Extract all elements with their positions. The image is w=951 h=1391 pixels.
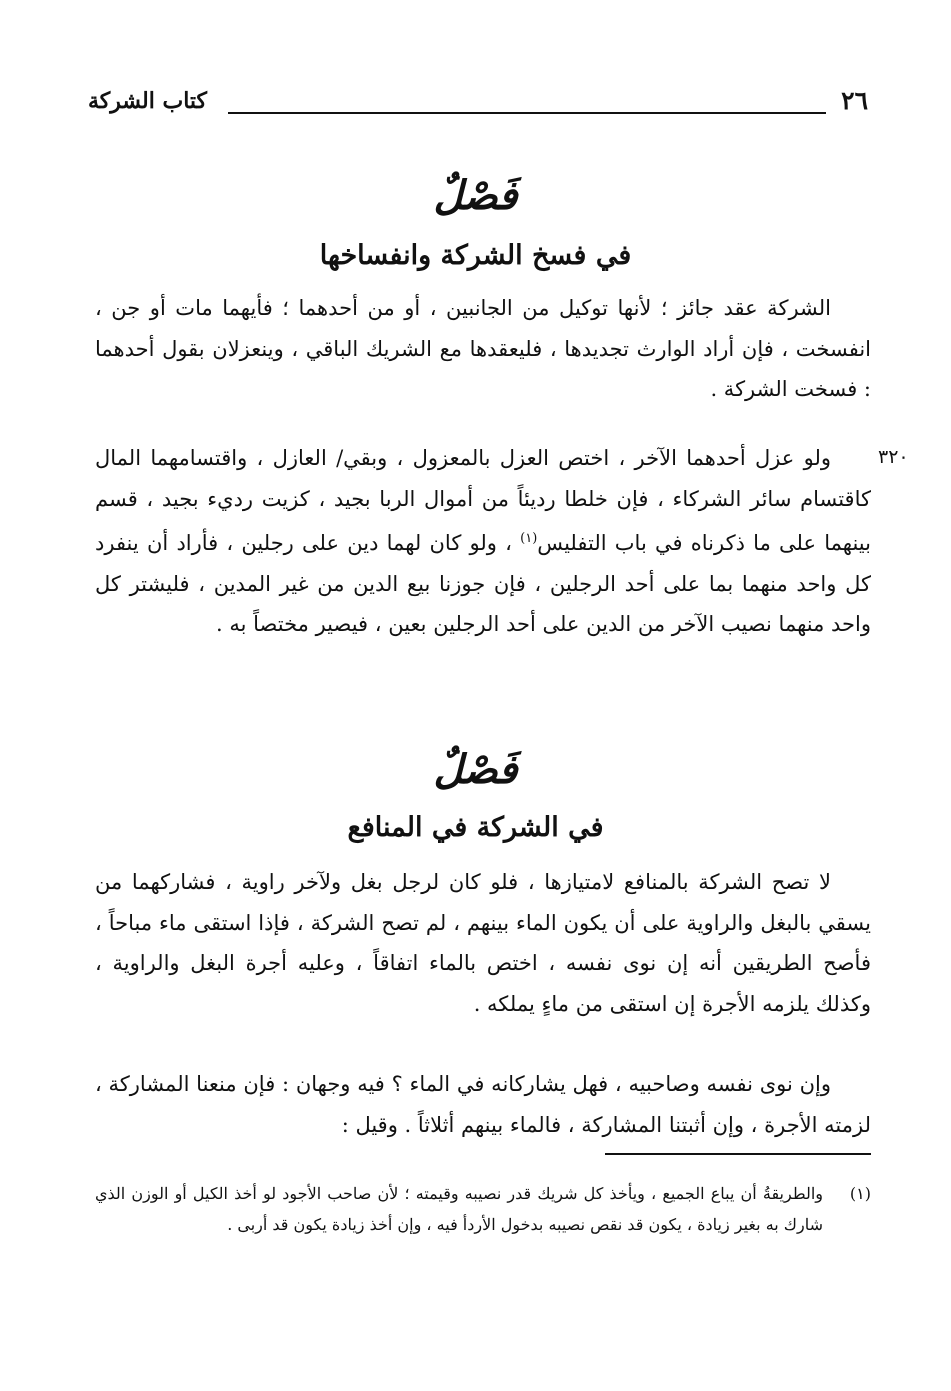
footnote-rule: [605, 1153, 871, 1155]
paragraph-text: ولو عزل أحدهما الآخر ، اختص العزل بالمعزول ، وبقي/ العازل ، واقتسامهما المال كاقتسام سائر الشركاء ، فإن خلطا رديئاً من أموال الربا بجيد ، كزيت رديء بجيد ، قسم بينهما على ما ذكرناه في باب التفليس: [95, 446, 871, 555]
paragraph: [95, 1064, 871, 1145]
header-rule: [228, 112, 826, 114]
fasl-ornament: فَصْلٌ: [433, 172, 518, 219]
footnote-reference[interactable]: (١): [520, 531, 538, 546]
page-number: ٢٦: [841, 86, 868, 115]
paragraph-text: ، ولو كان لهما دين على رجلين ، فأراد أن ينفرد كل واحد منهما بما على أحد الرجلين ، فإن جوزنا بيع الدين من غير المدين ، فليشتر كل واحد منهما نصيب الآخر من الدين على أحد الرجلين بعين ، فيصير مختصاً به .: [95, 531, 871, 636]
fasl-ornament: فَصْلٌ: [433, 746, 518, 793]
page-header: [88, 86, 868, 126]
paragraph: [95, 438, 871, 645]
section-title: في فسخ الشركة وانفساخها: [319, 240, 632, 271]
paragraph-text: وإن نوى نفسه وصاحبيه ، فهل يشاركانه في الماء ؟ فيه وجهان : فإن منعنا المشاركة ، لزمته الأجرة ، وإن أثبتنا المشاركة ، فالماء بينهم أثلاثاً . وقيل :: [95, 1072, 871, 1137]
paragraph: [95, 288, 871, 410]
margin-number: ٣٢٠: [878, 446, 909, 468]
paragraph-text: لا تصح الشركة بالمنافع لامتيازها ، فلو كان لرجل بغل ولآخر راوية ، فشاركهما من يسقي بالبغل والراوية على أن يكون الماء بينهم ، لم تصح الشركة ، فإذا استقى ماء مباحاً ، فأصح الطريقين أنه إن نوى نفسه ، اختص بالماء اتفاقاً ، وعليه أجرة البغل والراوية ، وكذلك يلزمه الأجرة إن استقى من ماءٍ يملكه .: [95, 870, 871, 1016]
footnote: [95, 1178, 871, 1240]
paragraph-text: الشركة عقد جائز ؛ لأنها توكيل من الجانبين ، أو من أحدهما ؛ فأيهما مات أو جن ، انفسخت ، فإن أراد الوارث تجديدها ، فليعقدها مع الشريك الباقي ، وينعزلان بقول أحدهما : فسخت الشركة .: [95, 296, 871, 401]
section-title: في الشركة في المنافع: [347, 812, 604, 843]
footnote-text: والطريقةُ أن يباع الجميع ، ويأخذ كل شريك قدر نصيبه وقيمته ؛ لأن صاحب الأجود لو أخذ الكيل أو الوزن الذي شارك به بغير زيادة ، يكون قد نقص نصيبه بدخول الأردأ فيه ، وإن أخذ زيادة يكون قد أربى .: [95, 1184, 823, 1234]
book-title: كتاب الشركة: [88, 88, 208, 114]
footnote-number: (١): [849, 1184, 871, 1203]
paragraph: [95, 862, 871, 1024]
